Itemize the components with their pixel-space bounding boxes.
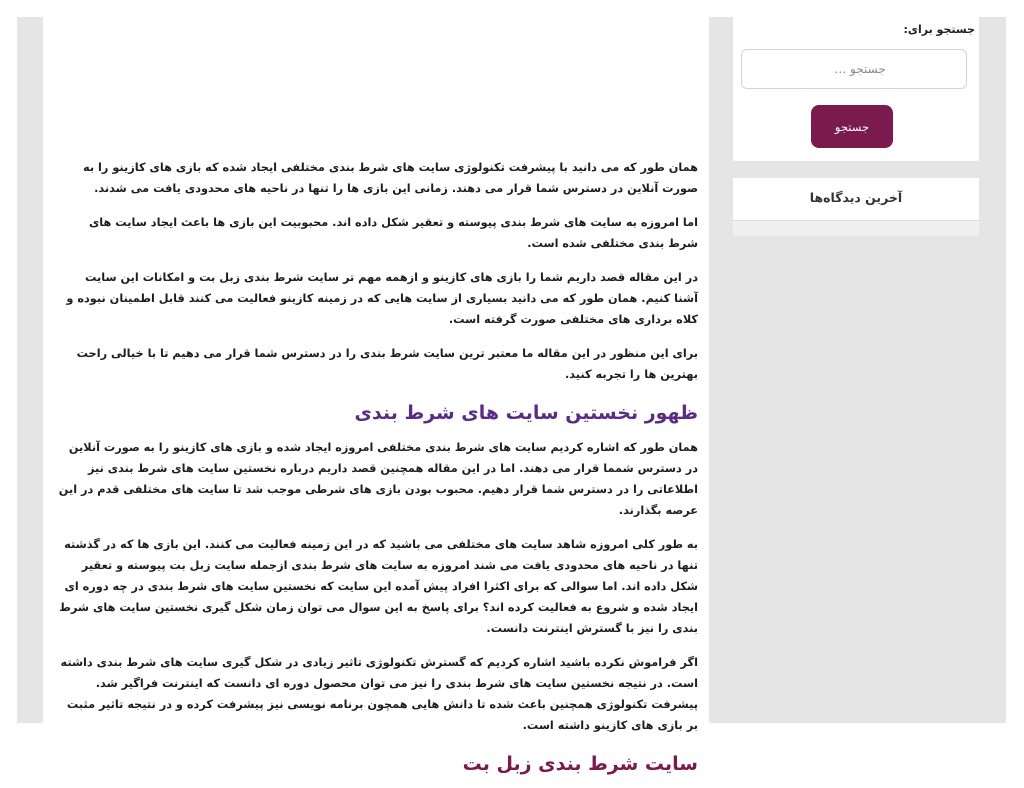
- search-input[interactable]: [741, 49, 967, 89]
- search-label: جستجو برای:: [903, 23, 975, 36]
- search-button[interactable]: جستجو: [811, 105, 893, 148]
- sidebar: [733, 17, 979, 236]
- recent-comments-widget: [733, 178, 979, 221]
- search-widget: [733, 17, 979, 161]
- article-paragraph: همان طور که می دانید با پیشرفت تکنولوژی سایت های شرط بندی مختلفی ایجاد شده که بازی های کازینو را به صورت آنلاین در دسترس شما قرار می دهند. زمانی این بازی ها را تنها در ناحیه های محدودی یافت می شدند.: [83, 161, 698, 195]
- article-body: [58, 157, 698, 788]
- article-paragraph: اگر فراموش نکرده باشید اشاره کردیم که گسترش تکنولوژی تاثیر زیادی در شکل گیری سایت های شرط بندی داشته است. در نتیجه نخستین سایت های شرط بندی را نیز می توان محصول دوره ای دانست که اینترنت فراگیر شد. پیشرفت تکنولوژی همچنین باعث شده تا دانش هایی همچون برنامه نویسی نیز پیشرفت کرده و در نتیجه تاثیر مثبت بر بازی های کازینو داشته است.: [60, 656, 698, 732]
- section-heading: ظهور نخستین سایت های شرط بندی: [354, 402, 698, 424]
- article-paragraph: همان طور که اشاره کردیم سایت های شرط بندی مختلفی امروزه ایجاد شده و بازی های کازینو را به صورت آنلاین در دسترس شمما قرار می دهند. اما در این مقاله همچنین قصد داریم درباره نخستین سایت های شرط بندی نیز اطلاعاتی را در دسترس شما قرار دهیم. محبوب بودن بازی های شرطی موجب شد تا سایت های مختلفی قدم در این عرصه بگذارند.: [58, 441, 698, 517]
- article-paragraph: به طور کلی امروزه شاهد سایت های مختلفی می باشید که در این زمینه فعالیت می کنند. این بازی ها که در گذشته تنها در ناحیه های محدودی یافت می شند امروزه به سایت های شرط بندی ازجمله سایت زبل بت پیوسته و تعقیر شکل داده اند. اما سوالی که برای اکثرا افراد پیش آمده این سایت که نخستین سایت های شرط بندی در چه دوره ای ایجاد شده و شروع به فعالیت کرده اند؟ برای پاسخ به این سوال می توان زمان شکل گیری نخستین سایت های شرط بندی را نیز با گسترش اینترنت دانست.: [59, 538, 698, 635]
- article-paragraph: در این مقاله قصد داریم شما را بازی های کازینو و ازهمه مهم تر سایت شرط بندی زبل بت و امکانات این سایت آشنا کنیم. همان طور که می دانید بسیاری از سایت هایی که در زمینه کازینو فعالیت می کنند قابل اطمینان نبوده و کلاه برداری های مختلفی صورت گرفته است.: [66, 271, 698, 326]
- section-heading: سایت شرط بندی زبل بت: [462, 753, 698, 775]
- article-paragraph: برای این منظور در این مقاله ما معتبر ترین سایت شرط بندی را در دسترس شما قرار می دهیم تا با خیالی راحت بهترین ها را تجربه کنید.: [76, 347, 698, 381]
- article-paragraph: اما امروزه به سایت های شرط بندی پیوسته و تعقیر شکل داده اند. محبوبیت این بازی ها باعث ایجاد سایت های شرط بندی مختلفی شده است.: [88, 216, 698, 250]
- recent-comments-list: [733, 221, 979, 236]
- main-content: [43, 17, 709, 775]
- recent-comments-title: آخرین دیدگاه‌ها: [809, 190, 903, 205]
